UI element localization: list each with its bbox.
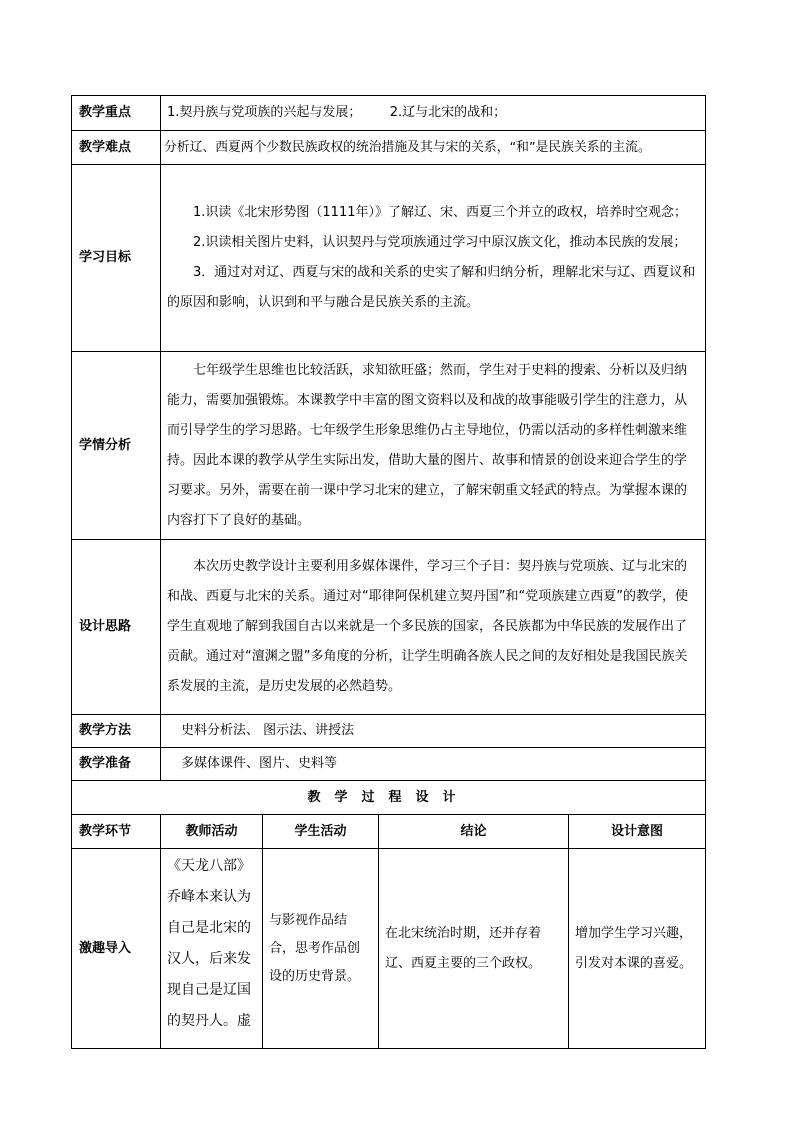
row-student-analysis (72, 352, 706, 540)
teaching-prep-text: 多媒体课件、图片、史料等 (161, 748, 706, 781)
teaching-method-text: 史料分析法、 图示法、讲授法 (161, 715, 706, 748)
row-teaching-prep (72, 748, 706, 781)
lesson-plan-table (71, 95, 706, 1049)
difficult-points-text: 分析辽、西夏两个少数民族政权的统治措施及其与宋的关系，“和”是民族关系的主流。 (161, 131, 706, 165)
teacher-activity: 《天龙八部》乔峰本来认为自己是北宋的汉人，后来发现自己是辽国的契丹人。虚 (161, 849, 263, 1049)
header-teacher: 教师活动 (161, 815, 263, 849)
stage-intro: 激趣导入 (72, 849, 161, 1049)
process-title: 教学过程设计 (72, 781, 706, 815)
conclusion-text: 在北宋统治时期，还并存着辽、西夏主要的三个政权。 (379, 849, 569, 1049)
design-idea-text: 本次历史教学设计主要利用多媒体课件，学习三个子目：契丹族与党项族、辽与北宋的和战、西夏与北宋的关系。通过对“耶律阿保机建立契丹国”和“党项族建立西夏”的教学，使学生直观地了解到我国自古以来就是一个多民族的国家，各民族都为中华民族的发展作出了贡献。通过对“澶渊之盟”多角度的分析，让学生明确各族人民之间的友好相处是我国民族关系发展的主流，是历史发展的必然趋势。 (167, 559, 688, 694)
teaching-prep-label: 教学准备 (72, 748, 161, 781)
key-point-1: 1.契丹族与党项族的兴起与发展； (167, 105, 362, 120)
design-idea-cell (161, 540, 706, 715)
row-teaching-method (72, 715, 706, 748)
learning-goals-label: 学习目标 (72, 165, 161, 352)
student-analysis-cell (161, 352, 706, 540)
student-analysis-label: 学情分析 (72, 352, 161, 540)
goal-item-1: 1.识读《北宋形势图（1111年）》了解辽、宋、西夏三个并立的政权，培养时空观念； (193, 205, 687, 220)
design-idea-label: 设计思路 (72, 540, 161, 715)
goal-item-3: 3．通过对对辽、西夏与宋的战和关系的史实了解和归纳分析，理解北宋与辽、西夏议和的原因和影响，认识到和平与融合是民族关系的主流。 (167, 265, 696, 310)
row-process-intro (72, 849, 706, 1049)
student-activity: 与影视作品结合，思考作品创设的历史背景。 (263, 849, 379, 1049)
row-process-headers (72, 815, 706, 849)
key-point-2: 2.辽与北宋的战和； (389, 105, 507, 120)
row-learning-goals (72, 165, 706, 352)
goal-item-2: 2.识读相关图片史料，认识契丹与党项族通过学习中原汉族文化，推动本民族的发展； (193, 235, 687, 250)
header-conclusion: 结论 (379, 815, 569, 849)
learning-goals-content (161, 165, 706, 352)
student-analysis-text: 七年级学生思维也比较活跃，求知欲旺盛；然而，学生对于史料的搜索、分析以及归纳能力，需要加强锻炼。本课教学中丰富的图文资料以及和战的故事能吸引学生的注意力，从而引导学生的学习思路。七年级学生形象思维仍占主导地位，仍需以活动的多样性刺激来维持。因此本课的教学从学生实际出发，借助大量的图片、故事和情景的创设来迎合学生的学习要求。另外，需要在前一课中学习北宋的建立，了解宋朝重文轻武的特点。为掌握本课的内容打下了良好的基础。 (167, 362, 688, 528)
difficult-points-label: 教学难点 (72, 131, 161, 165)
lesson-plan-page (71, 95, 705, 1049)
key-points-label: 教学重点 (72, 96, 161, 131)
teaching-method-label: 教学方法 (72, 715, 161, 748)
header-student: 学生活动 (263, 815, 379, 849)
header-stage: 教学环节 (72, 815, 161, 849)
key-points-content (161, 96, 706, 131)
row-design-idea (72, 540, 706, 715)
header-intent: 设计意图 (569, 815, 706, 849)
row-process-title (72, 781, 706, 815)
row-key-points (72, 96, 706, 131)
design-intent: 增加学生学习兴趣，引发对本课的喜爱。 (569, 849, 706, 1049)
row-difficult-points (72, 131, 706, 165)
